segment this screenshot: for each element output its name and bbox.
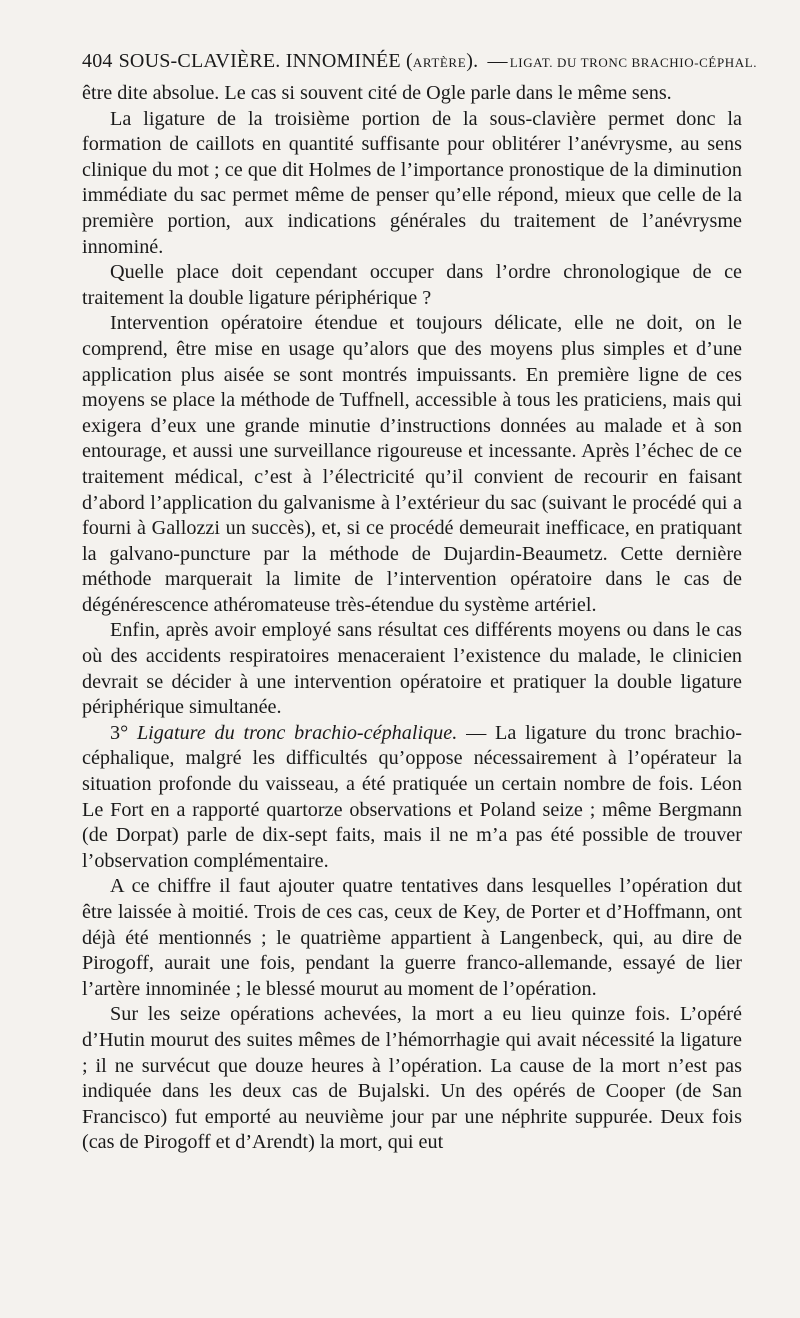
header-title-close: ). [466, 50, 479, 72]
header-title: SOUS-CLAVIÈRE. INNOMINÉE ( [118, 50, 413, 72]
section-text: La ligature du tronc brachio-céphalique, malgré les difficultés qu’oppose nécessairement à l’opérateur la situation profonde du vaisseau, a été pratiquée un certain nombre de fois. Léon Le Fort en a rapporté quartorze observations et Poland seize ; même Bergmann (de Dorpat) parle de dix-sept faits, mais il ne m’a pas été possible de trouver l’observation complémentaire. [82, 721, 743, 872]
paragraph: A ce chiffre il faut ajouter quatre tentatives dans lesquelles l’opération dut être laissée à moitié. Trois de ces cas, ceux de Key, de Porter et d’Hoffmann, ont déjà été mentionnés ; le quatrième appartient à Langenbeck, qui, au dire de Pirogoff, aurait une fois, pendant la guerre franco-allemande, essayé de lier l’artère innominée ; le blessé mourut au moment de l’opération. [82, 875, 742, 1000]
paragraph: être dite absolue. Le cas si souvent cité de Ogle parle dans le même sens. [82, 82, 672, 104]
section-paragraph [82, 721, 742, 875]
paragraph: Quelle place doit cependant occuper dans l’ordre chronologique de ce traitement la double ligature périphérique ? [82, 261, 742, 309]
header-dash: — [487, 50, 508, 72]
body-text [82, 81, 742, 1156]
paragraph: Sur les seize opérations achevées, la mort a eu lieu quinze fois. L’opéré d’Hutin mourut des suites mêmes de l’hémorrhagie qui avait nécessité la ligature ; il ne survécut que douze heures à l’opération. La cause de la mort n’est pas indiquée dans les deux cas de Bujalski. Un des opérés de Cooper (de San Francisco) fut emporté au neuvième jour par une néphrite suppurée. Deux fois (cas de Pirogoff et d’Arendt) la mort, qui eut [82, 1003, 742, 1154]
page-number: 404 [82, 50, 113, 72]
section-heading: Ligature du tronc brachio-céphalique. [136, 721, 458, 744]
paragraph: Intervention opératoire étendue et toujours délicate, elle ne doit, on le comprend, être mise en usage qu’alors que des moyens plus simples et d’une application plus aisée se sont montrés impuissants. En première ligne de ces moyens se place la méthode de Tuffnell, accessible à tous les praticiens, mais qui exigera d’eux une grande minutie d’instructions données au malade et à son entourage, et aussi une surveillance rigoureuse et incessante. Après l’échec de ce traitement médical, c’est à l’électricité qu’il convient de recourir en faisant d’abord l’application du galvanisme à l’extérieur du sac (suivant le procédé qui a fourni à Gallozzi un succès), et, si ce procédé demeurait inefficace, en pratiquant la galvano-puncture par la méthode de Dujardin-Beaumetz. Cette dernière méthode marquerait la limite de l’intervention opératoire dans le cas de dégénérescence athéromateuse très-étendue du système artériel. [82, 312, 742, 616]
section-dash: — [466, 721, 487, 744]
header-subtitle: LIGAT. DU TRONC BRACHIO-CÉPHAL. [509, 55, 758, 70]
section-number: 3° [110, 721, 129, 744]
running-head [82, 45, 758, 77]
header-title-small: ARTÈRE [412, 55, 467, 70]
paragraph: Enfin, après avoir employé sans résultat ces différents moyens ou dans le cas où des accidents respiratoires menaceraient l’existence du malade, le clinicien devrait se décider à une intervention opératoire et pratiquer la double ligature périphérique simultanée. [82, 619, 742, 719]
paragraph: La ligature de la troisième portion de la sous-clavière permet donc la formation de caillots en quantité suffisante pour oblitérer l’anévrysme, au sens clinique du mot ; ce que dit Holmes de l’importance pronostique de la diminution immédiate du sac permet même de penser qu’elle répond, mieux que celle de la première portion, aux indications générales du traitement de l’anévrysme innominé. [82, 107, 742, 258]
